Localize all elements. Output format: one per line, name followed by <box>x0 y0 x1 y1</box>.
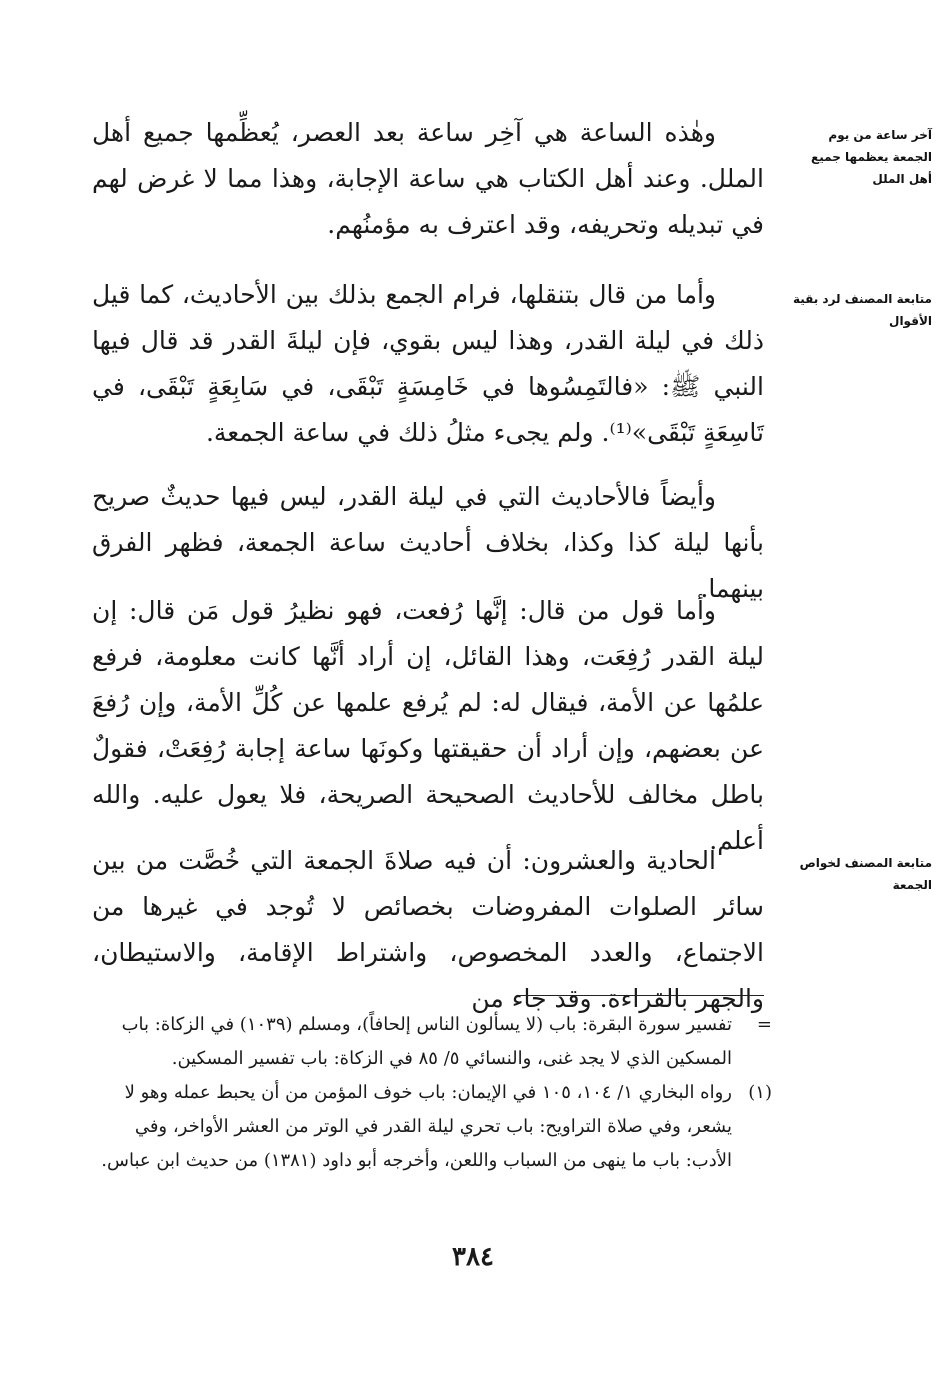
paragraph: وأيضاً فالأحاديث التي في ليلة القدر، ليس فيها حديثٌ صريح بأنها ليلة كذا وكذا، بخلاف أحاديث ساعة الجمعة، فظهر الفرق بينهما. <box>92 482 764 603</box>
footnote <box>92 1008 772 1076</box>
footnote-marker: (١) <box>748 1082 772 1103</box>
footnotes <box>92 1008 772 1178</box>
paragraph: وأما من قال بتنقلها، فرام الجمع بذلك بين الأحاديث، كما قيل ذلك في ليلة القدر، وهذا ليس بقوي، فإن ليلةَ القدر قد قال فيها النبي ﷺ: «فالتَمِسُوها في خَامِسَةٍ تَبْقَى، في سَابِعَةٍ تَبْقَى، في تَاسِعَةٍ تَبْقَى»⁽¹⁾. ولم يجىء مثلُ ذلك في ساعة الجمعة. <box>92 280 764 447</box>
footnote-text: رواه البخاري ١/ ١٠٤، ١٠٥ في الإيمان: باب خوف المؤمن من أن يحبط عمله وهو لا يشعر، وفي صلاة التراويح: باب تحري ليلة القدر في الوتر من العشر الأواخر، وفي الأدب: باب ما ينهى من السباب واللعن، وأخرجه أبو داود (١٣٨١) من حديث ابن عباس. <box>101 1082 732 1171</box>
marginal-note: متابعة المصنف لخواص الجمعة <box>799 856 932 892</box>
footnote <box>92 1076 772 1178</box>
paragraph: وأما قول من قال: إنَّها رُفعت، فهو نظيرُ قول مَن قال: إن ليلة القدر رُفِعَت، وهذا القائل، إن أراد أنَّها كانت معلومة، فرفع علمُها عن الأمة، فيقال له: لم يُرفع علمها عن كُلِّ الأمة، وإن رُفعَ عن بعضهم، وإن أراد أن حقيقتها وكونَها ساعة إجابة رُفِعَتْ، فقولٌ باطل مخالف للأحاديث الصحيحة الصريحة، فلا يعول عليه. والله أعلم. <box>92 596 764 855</box>
paragraph: الحادية والعشرون: أن فيه صلاةَ الجمعة التي خُصَّت من بين سائر الصلوات المفروضات بخصائص لا تُوجد في غيرها من الاجتماع، والعدد المخصوص، واشتراط الإقامة، والاستيطان، والجهر بالقراءة. وقد جاء من <box>92 846 764 1013</box>
page-number: ٣٨٤ <box>452 1242 494 1272</box>
footnote-text: تفسير سورة البقرة: باب (لا يسألون الناس إلحافاً)، ومسلم (١٠٣٩) في الزكاة: باب المسكين الذي لا يجد غنى، والنسائي ٥/ ٨٥ في الزكاة: باب تفسير المسكين. <box>121 1014 732 1069</box>
paragraph: وهٰذه الساعة هي آخِر ساعة بعد العصر، يُعظِّمها جميع أهل الملل. وعند أهل الكتاب هي ساعة الإجابة، وهذا مما لا غرض لهم في تبديله وتحريفه، وقد اعترف به مؤمنُهم. <box>92 118 764 239</box>
paragraph-block <box>92 272 764 456</box>
paragraph-block <box>92 110 764 248</box>
paragraph-block <box>92 588 764 864</box>
footnote-divider <box>520 995 764 996</box>
footnote-marker: = <box>756 1014 772 1035</box>
marginal-note: آخر ساعة من يوم الجمعة يعظمها جميع أهل الملل <box>811 128 932 186</box>
marginal-note: متابعة المصنف لرد بقية الأقوال <box>792 292 932 328</box>
